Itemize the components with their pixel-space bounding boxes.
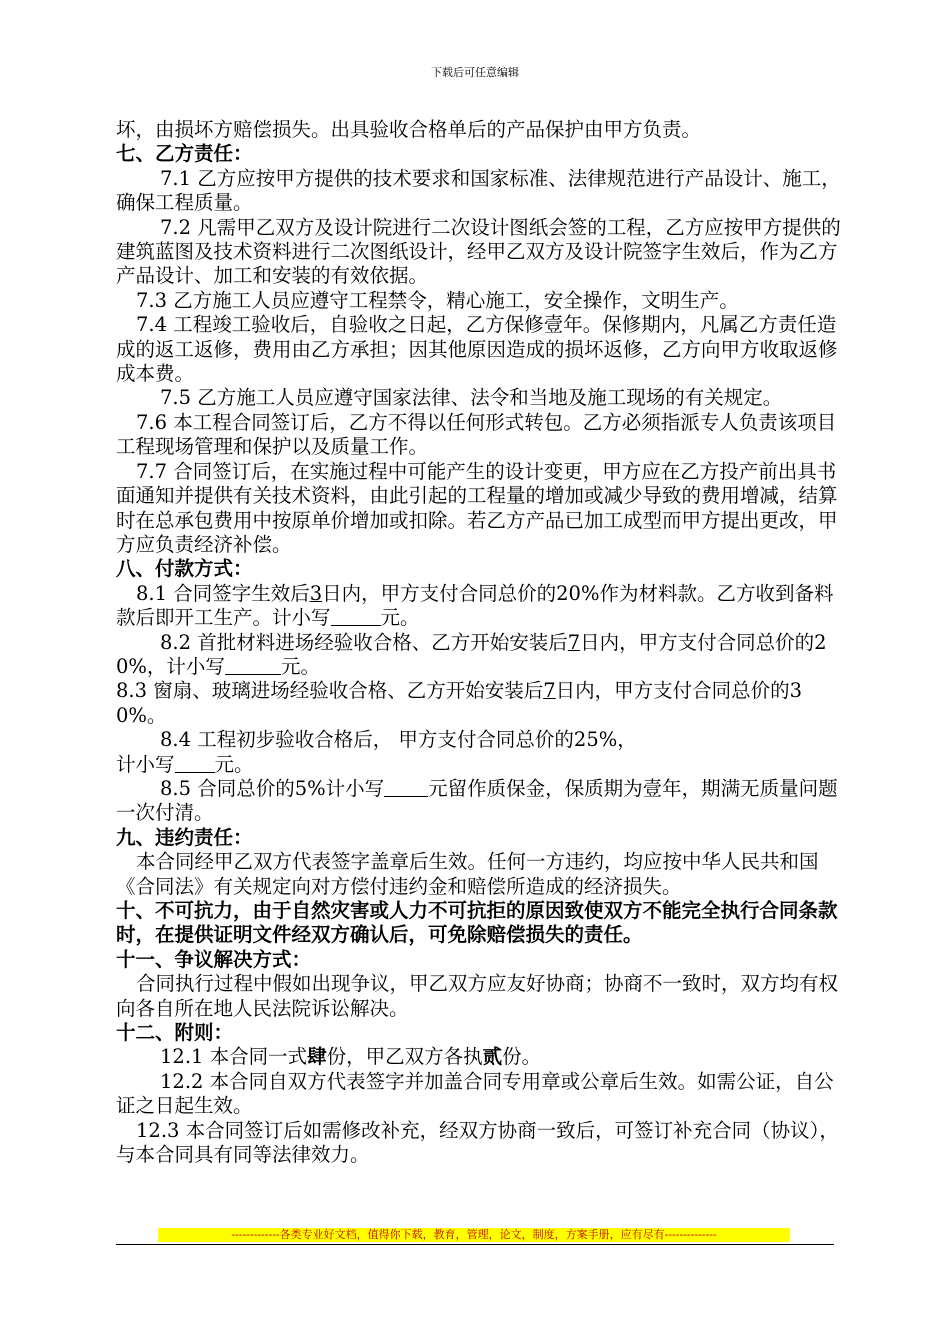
payment-clause-8-2: 8.2 首批材料进场经验收合格、乙方开始安装后7日内，甲方支付合同总价的20%，计小写 元。: [116, 630, 827, 678]
copies-each: 贰: [482, 1045, 503, 1069]
paragraph: 7.3 乙方施工人员应遵守工程禁令，精心施工，安全操作，文明生产。: [136, 288, 739, 312]
paragraph: 12.3 本合同签订后如需修改补充，经双方协商一致后，可签订补充合同（协议），与本合同具有同等法律效力。: [116, 1118, 839, 1167]
section-heading: 十二、附则：: [116, 1021, 234, 1045]
paragraph: 7.2 凡需甲乙双方及设计院进行二次设计图纸会签的工程，乙方应按甲方提供的建筑蓝图及技术资料进行二次图纸设计，经甲乙双方及设计院签字生效后，作为乙方产品设计、加工和安装的有效依据。: [116, 215, 841, 288]
paragraph: 7.7 合同签订后，在实施过程中可能产生的设计变更，甲方应在乙方投产前出具书面通知并提供有关技术资料，由此引起的工程量的增加或减少导致的费用增减，结算时在总承包费用中按原单价增加或扣除。若乙方产品已加工成型而甲方提出更改，甲方应负责经济补偿。: [116, 459, 838, 556]
amount-blank: [331, 607, 381, 626]
paragraph: 本合同经甲乙双方代表签字盖章后生效。任何一方违约，均应按中华人民共和国《合同法》有关规定向对方偿付违约金和赔偿所造成的经济损失。: [116, 850, 819, 898]
payment-clause-8-4: 8.4 工程初步验收合格后， 甲方支付合同总价的25%，: [160, 728, 637, 752]
document-body: [116, 118, 844, 1167]
annex-clause-12-1: 12.1 本合同一式肆份，甲乙双方各执贰份。: [160, 1045, 542, 1069]
days-value: 3: [309, 581, 323, 605]
section-heading: 九、违约责任：: [116, 825, 253, 849]
paragraph: 7.1 乙方应按甲方提供的技术要求和国家标准、法律规范进行产品设计、施工，确保工程质量。: [116, 166, 841, 215]
footer-divider: [116, 1244, 834, 1245]
days-value: 7: [567, 630, 581, 654]
page-header: 下载后可任意编辑: [431, 66, 519, 79]
amount-blank: [225, 656, 281, 675]
payment-clause-8-3: 8.3 窗扇、玻璃进场经验收合格、乙方开始安装后7日内，甲方支付合同总价的30%。: [116, 679, 803, 727]
section-heading: 八、付款方式：: [116, 557, 253, 581]
paragraph: 7.6 本工程合同签订后，乙方不得以任何形式转包。乙方必须指派专人负责该项目工程现场管理和保护以及质量工作。: [116, 410, 837, 459]
payment-clause-8-5: 8.5 合同总价的5%计小写 元留作质保金，保质期为壹年，期满无质量问题一次付清。: [116, 776, 838, 825]
footer-banner: -------------各类专业好文档，值得你下载，教育，管理，论文，制度，方案手册，应有尽有--------------: [158, 1228, 790, 1242]
paragraph: 合同执行过程中假如出现争议，甲乙双方应友好协商；协商不一致时，双方均有权向各自所在地人民法院诉讼解决。: [116, 972, 839, 1020]
copies-total: 肆: [307, 1045, 327, 1069]
amount-blank: [175, 754, 215, 773]
section-heading: 十一、争议解决方式：: [116, 947, 312, 971]
paragraph: 7.4 工程竣工验收后，自验收之日起，乙方保修壹年。保修期内，凡属乙方责任造成的返工返修，费用由乙方承担；因其他原因造成的损坏返修，乙方向甲方收取返修成本费。: [116, 313, 838, 386]
paragraph: 12.2 本合同自双方代表签字并加盖合同专用章或公章后生效。如需公证，自公证之日起生效。: [116, 1069, 834, 1118]
section-heading: 七、乙方责任：: [116, 142, 253, 166]
amount-blank: [384, 778, 428, 797]
payment-clause-8-1: 8.1 合同签字生效后3日内，甲方支付合同总价的20%作为材料款。乙方收到备料款后即开工生产。计小写 元。: [116, 581, 834, 630]
days-value: 7: [543, 679, 556, 703]
paragraph: 坏，由损坏方赔偿损失。出具验收合格单后的产品保护由甲方负责。: [116, 118, 702, 141]
paragraph: 7.5 乙方施工人员应遵守国家法律、法令和当地及施工现场的有关规定。: [160, 386, 783, 410]
payment-clause-8-4-amount: 计小写 元。: [116, 752, 254, 776]
force-majeure-clause: 十、不可抗力，由于自然灾害或人力不可抗拒的原因致使双方不能完全执行合同条款时，在提供证明文件经双方确认后，可免除赔偿损失的责任。: [116, 899, 838, 947]
